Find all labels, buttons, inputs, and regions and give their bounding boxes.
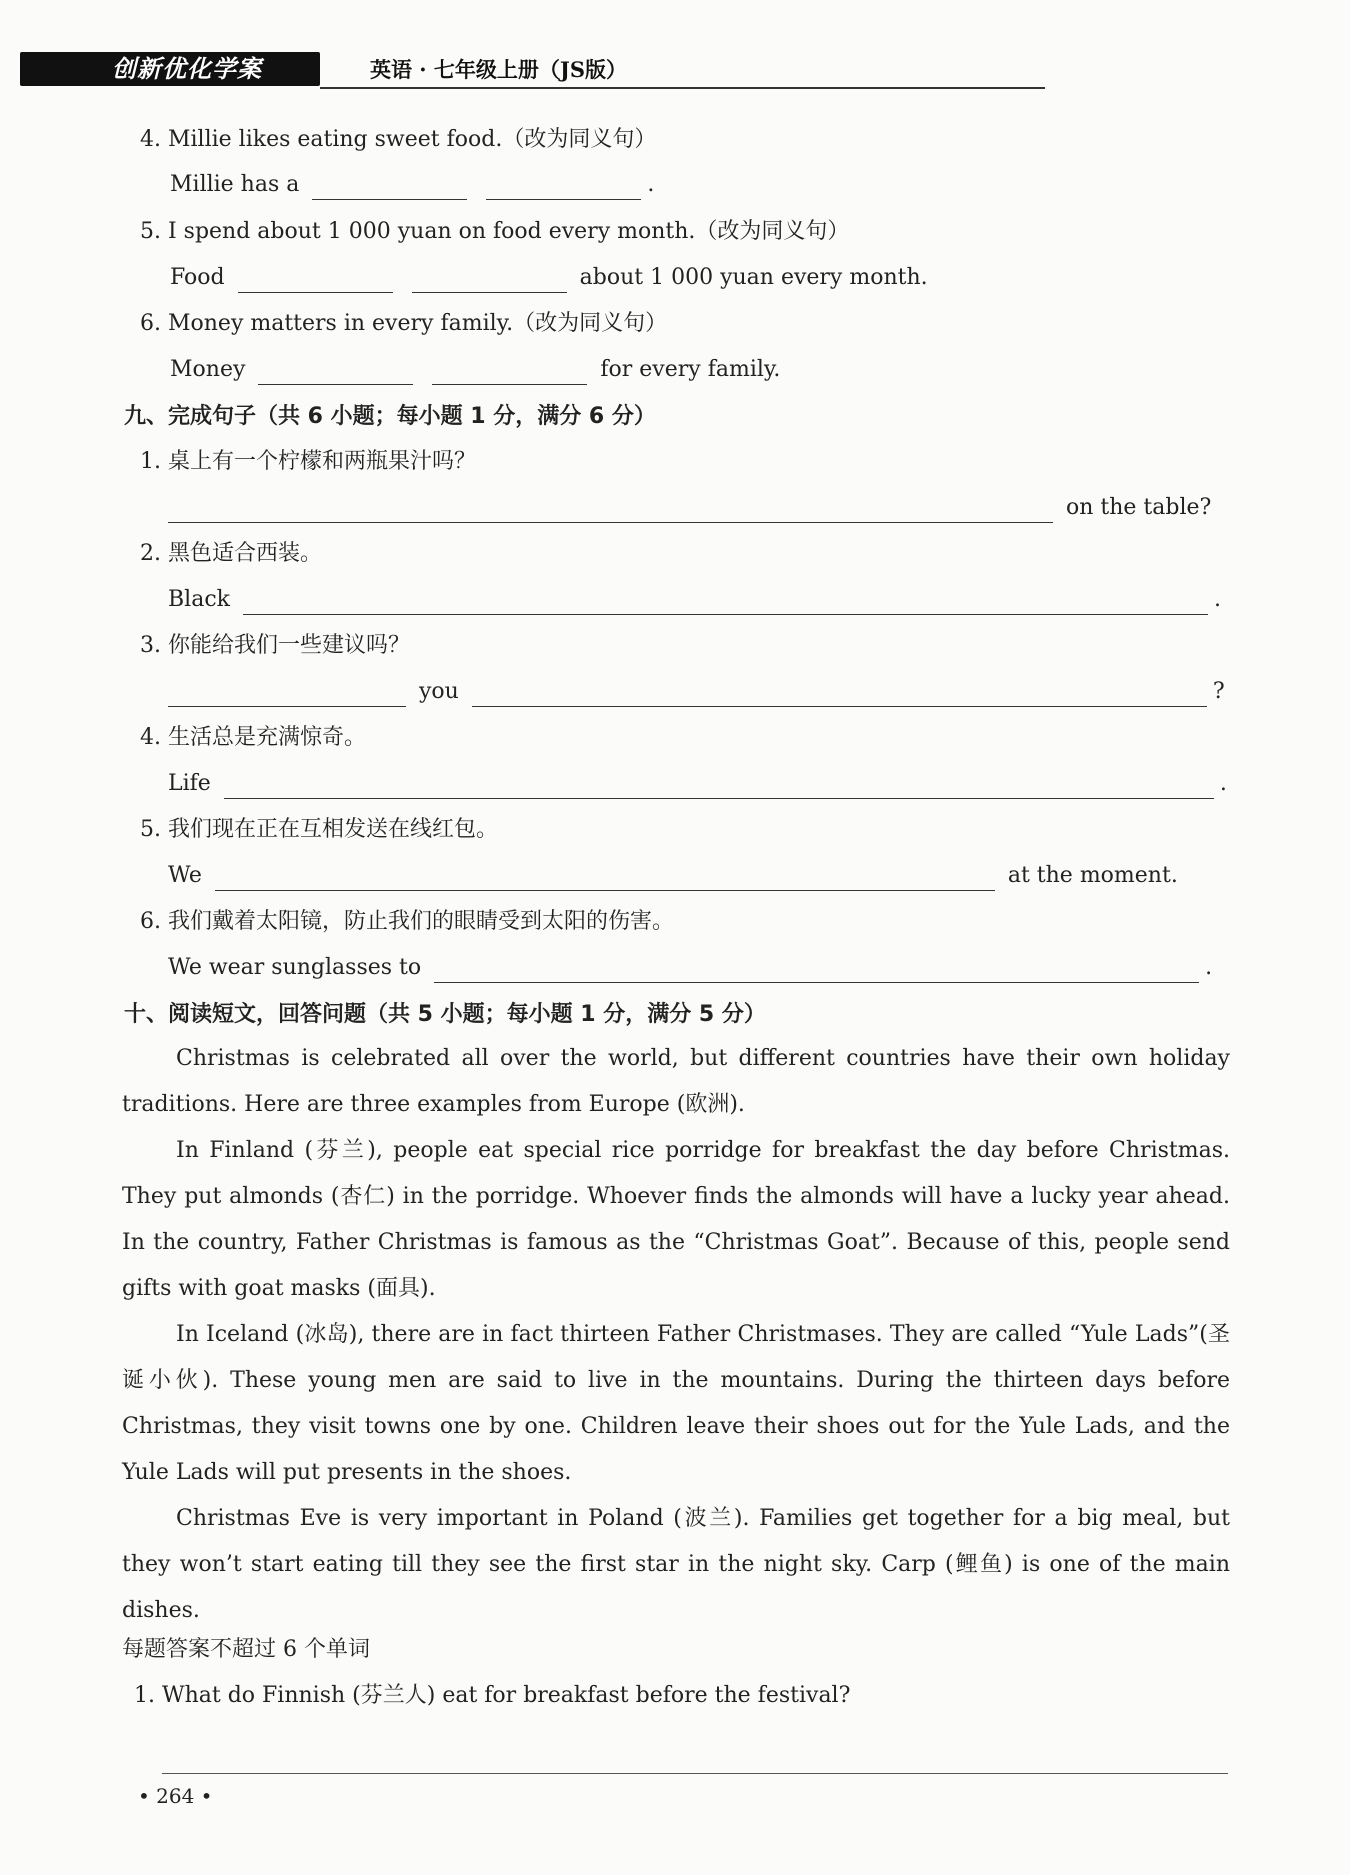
answer-end: .: [1205, 955, 1213, 980]
answer-blank[interactable]: [243, 590, 1208, 615]
s9-question-1: 1. 桌上有一个柠檬和两瓶果汁吗？: [140, 449, 476, 474]
paragraph-text: In Iceland (冰岛), there are in fact thirteen Father Christmases. They are called “Yule Lads”(圣诞小伙). These young men are said to live in the mountains. During the thirteen days before Christmas, they visit towns one by one. Children leave their shoes out for the Yule Lads, and the Yule Lads will put presents in the shoes.: [122, 1322, 1230, 1485]
answer-start: Money: [170, 357, 246, 382]
s9-question-3: 3. 你能给我们一些建议吗？: [140, 633, 410, 658]
answer-end: ?: [1212, 679, 1225, 704]
reading-paragraph: [122, 1128, 1230, 1312]
answer-blank[interactable]: [432, 360, 587, 385]
answer-blank[interactable]: [168, 498, 1053, 523]
answer-blank[interactable]: [486, 175, 641, 200]
paragraph-text: In Finland (芬兰), people eat special rice porridge for breakfast the day before Christmas. They put almonds (杏仁) in the porridge. Whoever finds the almonds will have a lucky year ahead. In the country, Father Christmas is famous as the “Christmas Goat”. Because of this, people send gifts with goat masks (面具).: [122, 1138, 1230, 1301]
book-title: 英语 · 七年级上册（JS版）: [370, 57, 628, 82]
s9-question-4: 4. 生活总是充满惊奇。: [140, 725, 366, 750]
section-10-title: 十、阅读短文，回答问题（共 5 小题；每小题 1 分，满分 5 分）: [124, 1002, 766, 1027]
rewrite-question-6: 6. Money matters in every family.（改为同义句）: [140, 311, 668, 336]
reading-paragraph: [122, 1496, 1230, 1634]
rewrite-question-5: 5. I spend about 1 000 yuan on food every month.（改为同义句）: [140, 219, 850, 244]
reading-paragraph: [122, 1036, 1230, 1128]
answer-start: We wear sunglasses to: [168, 955, 422, 980]
s9-answer-3: [168, 677, 1225, 707]
reading-paragraph: [122, 1312, 1230, 1496]
paragraph-text: Christmas is celebrated all over the world, but different countries have their own holiday traditions. Here are three examples from Europe (欧洲).: [122, 1046, 1230, 1117]
answer-blank[interactable]: [238, 268, 393, 293]
answer-blank[interactable]: [312, 175, 467, 200]
footer-rule: [162, 1773, 1228, 1774]
s9-question-6: 6. 我们戴着太阳镜，防止我们的眼睛受到太阳的伤害。: [140, 909, 674, 934]
paragraph-text: Christmas Eve is very important in Poland (波兰). Families get together for a big meal, but they won’t start eating till they see the first star in the night sky. Carp (鲤鱼) is one of the main dishes.: [122, 1506, 1230, 1623]
answer-start: Food: [170, 265, 225, 290]
s9-question-2: 2. 黑色适合西装。: [140, 541, 322, 566]
answer-start: Life: [168, 771, 211, 796]
page-header: [20, 50, 1030, 90]
header-rule: [320, 87, 1045, 89]
s9-answer-2: [168, 585, 1221, 615]
answer-end: .: [647, 172, 655, 197]
s9-answer-4: [168, 769, 1227, 799]
rewrite-answer-5: [170, 263, 928, 293]
answer-blank[interactable]: [258, 360, 413, 385]
answer-end: .: [1213, 587, 1221, 612]
answer-blank[interactable]: [168, 682, 406, 707]
s9-question-5: 5. 我们现在正在互相发送在线红包。: [140, 817, 498, 842]
answer-blank[interactable]: [224, 774, 1214, 799]
s9-answer-1: [168, 493, 1211, 523]
s9-answer-6: [168, 953, 1212, 983]
answer-blank[interactable]: [472, 682, 1207, 707]
answer-instruction: 每题答案不超过 6 个单词: [122, 1637, 370, 1662]
answer-end: at the moment.: [1007, 863, 1178, 888]
answer-start: We: [168, 863, 202, 888]
answer-mid: you: [419, 679, 459, 704]
reading-question-1: 1. What do Finnish (芬兰人) eat for breakfast before the festival?: [134, 1683, 851, 1708]
answer-end: on the table?: [1066, 495, 1212, 520]
rewrite-answer-4: [170, 170, 654, 200]
answer-end: about 1 000 yuan every month.: [579, 265, 928, 290]
answer-end: for every family.: [600, 357, 781, 382]
answer-blank[interactable]: [215, 866, 995, 891]
page-number: • 264 •: [138, 1784, 213, 1808]
answer-end: .: [1219, 771, 1227, 796]
answer-start: Millie has a: [170, 172, 300, 197]
s9-answer-5: [168, 861, 1178, 891]
brand-logo: 创新优化学案: [112, 55, 262, 83]
answer-blank[interactable]: [412, 268, 567, 293]
section-9-title: 九、完成句子（共 6 小题；每小题 1 分，满分 6 分）: [124, 404, 656, 429]
rewrite-answer-6: [170, 355, 780, 385]
answer-start: Black: [168, 587, 230, 612]
answer-blank[interactable]: [434, 958, 1199, 983]
rewrite-question-4: 4. Millie likes eating sweet food.（改为同义句）: [140, 127, 657, 152]
